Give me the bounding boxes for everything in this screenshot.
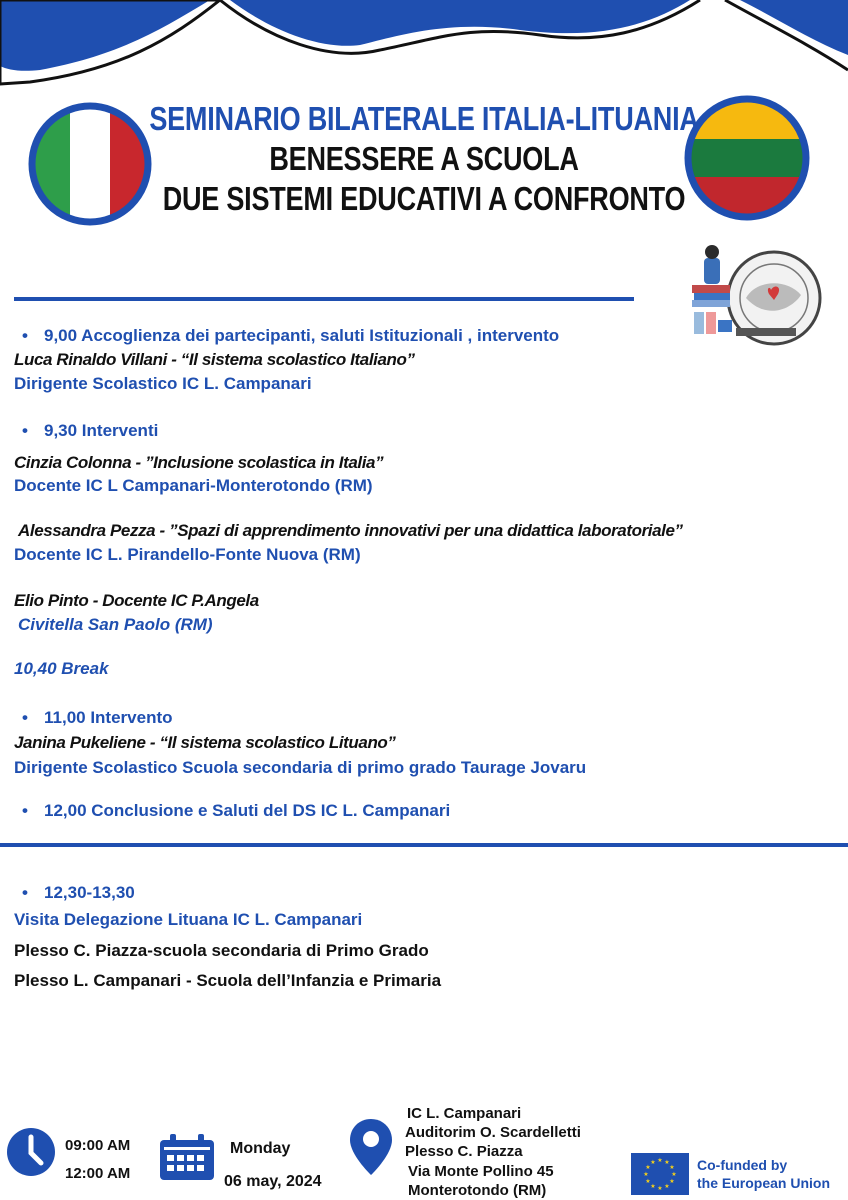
visita-delegazione: Visita Delegazione Lituana IC L. Campanari <box>14 910 363 929</box>
role-pukeliene: Dirigente Scolastico Scuola secondaria di primo grado Taurage Jovaru <box>14 758 587 777</box>
clock-icon <box>6 1127 56 1177</box>
venue-line-5: Monterotondo (RM) <box>408 1182 547 1199</box>
title-line-2: BENESSERE A SCUOLA <box>269 140 579 177</box>
venue-line-3: Plesso C. Piazza <box>405 1143 523 1160</box>
time-end: 12:00 AM <box>65 1165 131 1182</box>
plesso-piazza: Plesso C. Piazza-scuola secondaria di Primo Grado <box>14 941 429 960</box>
speaker-pukeliene: Janina Pukeliene - “Il sistema scolastico Lituano” <box>14 733 396 752</box>
speaker-colonna: Cinzia Colonna - ”Inclusione scolastica in Italia” <box>14 453 384 472</box>
svg-text:★: ★ <box>657 1157 663 1164</box>
eu-cofunded-line-2: the European Union <box>697 1175 830 1191</box>
svg-text:★: ★ <box>645 1178 651 1185</box>
svg-text:★: ★ <box>657 1185 663 1192</box>
eu-cofunded-line-1: Co-funded by <box>697 1157 788 1173</box>
svg-text:★: ★ <box>643 1171 649 1178</box>
speaker-villani: Luca Rinaldo Villani - “Il sistema scolastico Italiano” <box>14 350 415 369</box>
venue-line-4: Via Monte Pollino 45 <box>408 1163 554 1180</box>
svg-text:★: ★ <box>664 1183 670 1190</box>
role-pinto: Civitella San Paolo (RM) <box>18 615 213 634</box>
section-divider <box>14 297 634 301</box>
svg-text:★: ★ <box>671 1171 677 1178</box>
location-pin-icon <box>347 1117 395 1177</box>
break-item: 10,40 Break <box>14 659 109 678</box>
svg-text:★: ★ <box>664 1159 670 1166</box>
speaker-pezza: Alessandra Pezza - ”Spazi di apprendimento innovativi per una didattica laboratoriale” <box>18 521 683 540</box>
speaker-pinto: Elio Pinto - Docente IC P.Angela <box>14 591 259 610</box>
school-logo-icon <box>686 240 826 355</box>
svg-text:★: ★ <box>650 1183 656 1190</box>
program-item-visita: • 12,30-13,30 <box>0 883 135 903</box>
title-line-3: DUE SISTEMI EDUCATIVI A CONFRONTO <box>162 180 686 217</box>
program-item-conclusione: • 12,00 Conclusione e Saluti del DS IC L. Campanari <box>0 801 450 821</box>
event-day: Monday <box>230 1140 291 1157</box>
venue-line-1: IC L. Campanari <box>407 1105 522 1122</box>
title-line-1: SEMINARIO BILATERALE ITALIA-LITUANIA <box>149 100 699 137</box>
calendar-icon <box>158 1134 216 1182</box>
svg-text:★: ★ <box>650 1159 656 1166</box>
section-divider-full <box>0 843 848 847</box>
program-item-intervento: • 11,00 Intervento <box>0 708 173 728</box>
svg-text:★: ★ <box>669 1164 675 1171</box>
role-pezza: Docente IC L. Pirandello-Fonte Nuova (RM) <box>14 545 361 564</box>
plesso-campanari: Plesso L. Campanari - Scuola dell’Infanzia e Primaria <box>14 971 442 990</box>
role-colonna: Docente IC L Campanari-Monterotondo (RM) <box>14 476 373 495</box>
time-start: 09:00 AM <box>65 1137 131 1154</box>
event-date: 06 may, 2024 <box>224 1173 322 1190</box>
svg-text:★: ★ <box>645 1164 651 1171</box>
top-wave-decoration <box>0 0 848 90</box>
eu-flag-icon <box>631 1153 689 1195</box>
venue-line-2: Auditorim O. Scardelletti <box>405 1124 581 1141</box>
svg-text:★: ★ <box>669 1178 675 1185</box>
role-villani: Dirigente Scolastico IC L. Campanari <box>14 374 312 393</box>
program-item-accoglienza: • 9,00 Accoglienza dei partecipanti, saluti Istituzionali , intervento <box>0 326 559 346</box>
program-item-interventi: • 9,30 Interventi <box>0 421 158 441</box>
